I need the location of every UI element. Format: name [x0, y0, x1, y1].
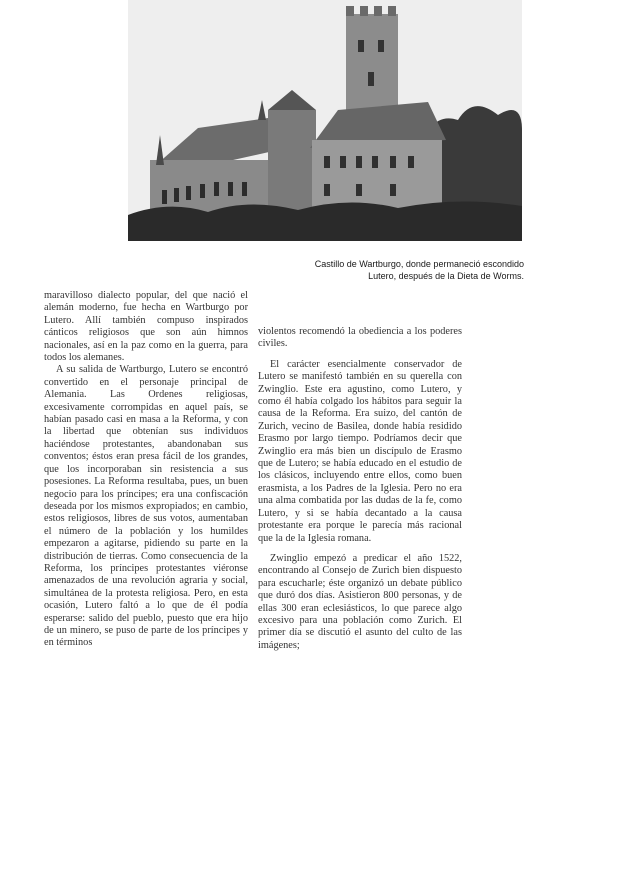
photo-caption [262, 258, 524, 282]
right-paragraph-3: Zwinglio empezó a predicar el año 1522, encontrando al Consejo de Zurich bien dispuesto para escucharle; éste organizó un debate público que duró dos días. Asistieron 800 personas, y de ellas 300 eran eclesiásticos, lo que parece algo excesivo para una población como Zurich. El primer día se discutió el asunto del culto de las imágenes; [258, 552, 462, 651]
castle-photo [128, 0, 522, 241]
left-paragraph-2: A su salida de Wartburgo, Lutero se encontró convertido en el personaje principal de Alemania. Las Ordenes religiosas, excesivamente corrompidas en aquel país, se habían pasado casi en masa a la Reforma, y con la libertad que obtenían sus individuos haciéndose protestantes, abandonaban sus conventos; éstos eran presa fácil de los grandes, que los incorporaban sin resistencia a sus posesiones. La Reforma resultaba, pues, un buen negocio para los príncipes; era una confiscación deseada por los mismos expropiados; en cambio, estos religiosos, libres de sus votos, aumentaban el número de la población y los humildes empezaron a agitarse, pidiendo su parte en la distribución de tierras. Como consecuencia de la Reforma, los príncipes protestantes viéronse amenazados de una revolución agraria y social, simultánea de la protesta religiosa. Pero, en esta ocasión, Lutero faltó a lo que de él podía esperarse: salido del pueblo, puesto que era hijo de un minero, se puso de parte de los príncipes y en términos [44, 364, 248, 649]
caption-line-1: Castillo de Wartburgo, donde permaneció escondido [314, 259, 524, 269]
right-column [258, 326, 462, 652]
right-paragraph-2: El carácter esencialmente conservador de Lutero se manifestó también en su querella con Zwinglio. Este era agustino, como Lutero, y como él había colgado los hábitos para seguir la causa de la Reforma. Era suizo, del cantón de Zurich, vecino de Basilea, donde había residido Erasmo por largo tiempo. Podríamos decir que Zwinglio era más bien un discípulo de Erasmo que de Lutero; se había educado en el estudio de los clásicos, incluyendo entre ellos, como buen erasmista, a los Padres de la Iglesia. Pero no era una alma combatida por las dudas de la fe, como Lutero, y si se había decantado a la causa protestante era porque le parecía más racional que la de la Iglesia romana. [258, 358, 462, 544]
left-paragraph-1: maravilloso dialecto popular, del que nació el alemán moderno, fue hecha en Wartburgo por Lutero. Allí también compuso inspirados cánticos religiosos que son aún himnos nacionales, así en la paz como en la guerra, para todos los alemanes. [44, 290, 248, 364]
left-column [44, 290, 248, 650]
castle-photo-icon [128, 0, 522, 241]
right-paragraph-1: violentos recomendó la obediencia a los poderes civiles. [258, 326, 462, 350]
caption-line-2: Lutero, después de la Dieta de Worms. [368, 271, 524, 281]
